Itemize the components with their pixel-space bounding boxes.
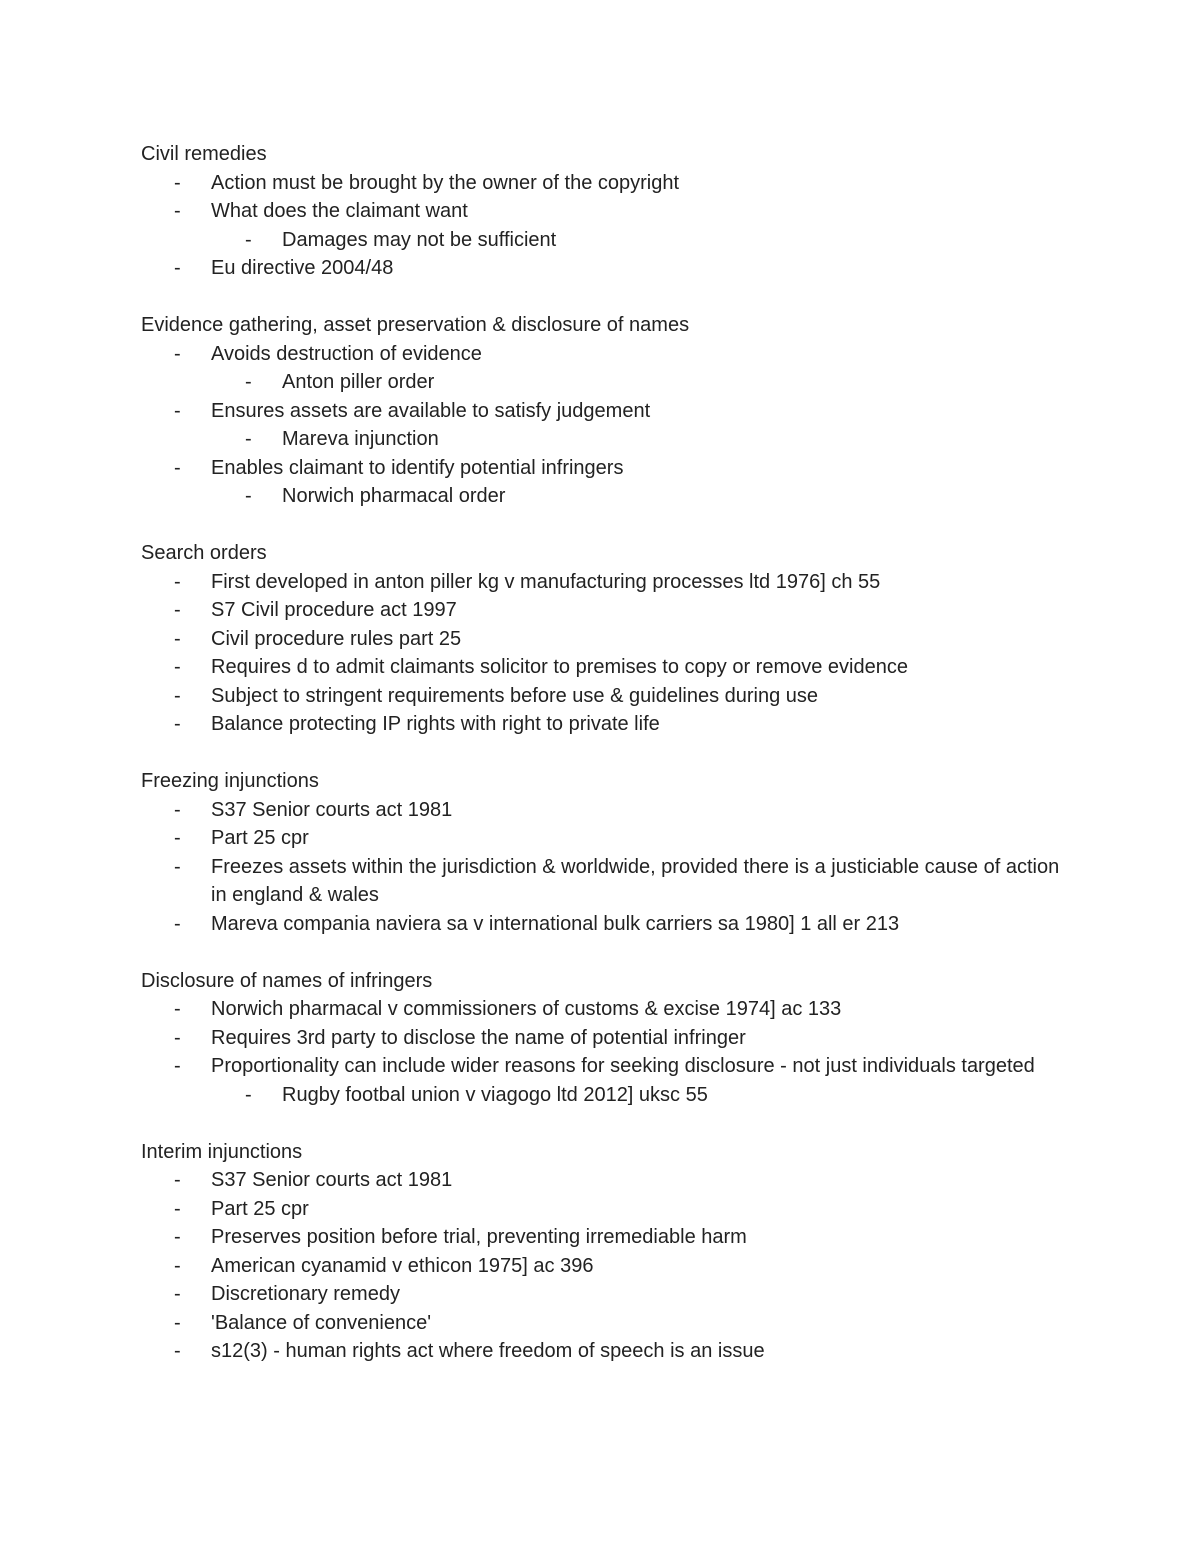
list-item — [141, 1024, 1061, 1053]
list-item — [141, 397, 1061, 426]
bullet-dash: - — [174, 1283, 181, 1305]
bullet-dash: - — [174, 1311, 181, 1334]
section-heading: Freezing injunctions — [141, 770, 319, 792]
bullet-dash: - — [174, 1197, 181, 1220]
list-item-text: Balance protecting IP rights with right to private life — [211, 713, 660, 735]
list-item-text: Civil procedure rules part 25 — [211, 627, 462, 650]
bullet-dash: - — [174, 456, 181, 479]
list-item — [141, 596, 1061, 625]
list-item-text: S37 Senior courts act 1981 — [211, 798, 453, 821]
bullet-dash: - — [174, 656, 181, 678]
list-item — [141, 254, 1061, 283]
sub-list-item — [141, 1081, 1061, 1110]
bullet-dash: - — [174, 171, 181, 194]
bullet-dash: - — [174, 798, 181, 821]
list-item — [141, 568, 1061, 597]
list-item-text: Ensures assets are available to satisfy judgement — [211, 399, 651, 422]
list-item-text: Eu directive 2004/48 — [211, 257, 394, 279]
bullet-dash: - — [174, 855, 181, 878]
bullet-dash: - — [174, 1226, 181, 1248]
bullet-dash: - — [174, 570, 181, 593]
sub-list-item — [141, 368, 1061, 397]
section-heading: Search orders — [141, 542, 267, 564]
list-item — [141, 682, 1061, 711]
list-item — [141, 796, 1061, 825]
section-heading: Disclosure of names of infringers — [141, 969, 433, 992]
bullet-dash: - — [174, 599, 181, 621]
section — [141, 967, 1061, 1110]
list-item — [141, 197, 1061, 226]
section-heading: Evidence gathering, asset preservation & disclosure of names — [141, 314, 690, 336]
sub-list-item — [141, 226, 1061, 255]
bullet-dash: - — [174, 1026, 181, 1049]
list-item — [141, 1052, 1061, 1081]
section — [141, 1138, 1061, 1366]
list-item-text: 'Balance of convenience' — [211, 1311, 432, 1334]
sub-list-item-text: Anton piller order — [282, 371, 435, 393]
list-item — [141, 1337, 1061, 1366]
sub-list-item-text: Rugby footbal union v viagogo ltd 2012] uksc 55 — [282, 1083, 708, 1106]
bullet-dash: - — [174, 713, 181, 735]
section — [141, 539, 1061, 739]
section — [141, 311, 1061, 511]
sub-list-item — [141, 425, 1061, 454]
sub-list-item-text: Mareva injunction — [282, 428, 439, 450]
list-item — [141, 169, 1061, 198]
bullet-dash: - — [174, 1340, 181, 1362]
list-item — [141, 625, 1061, 654]
list-item-text: Requires 3rd party to disclose the name of potential infringer — [211, 1026, 746, 1049]
list-item — [141, 1166, 1061, 1195]
bullet-dash: - — [174, 1169, 181, 1191]
list-item-text: Subject to stringent requirements before use & guidelines during use — [211, 684, 819, 707]
document-page — [141, 140, 1061, 1394]
list-item-text: Freezes assets within the jurisdiction & worldwide, provided there is a justiciable cause of action in england & wales — [211, 855, 1060, 906]
bullet-dash: - — [174, 684, 181, 707]
sub-list-item-text: Norwich pharmacal order — [282, 485, 506, 507]
list-item-text: Preserves position before trial, preventing irremediable harm — [211, 1226, 747, 1248]
list-item — [141, 1195, 1061, 1224]
bullet-dash: - — [174, 827, 181, 849]
bullet-dash: - — [174, 399, 181, 422]
bullet-dash: - — [245, 485, 252, 507]
list-item-text: American cyanamid v ethicon 1975] ac 396 — [211, 1254, 594, 1277]
list-item-text: First developed in anton piller kg v manufacturing processes ltd 1976] ch 55 — [211, 570, 881, 593]
list-item — [141, 1223, 1061, 1252]
list-item — [141, 1280, 1061, 1309]
bullet-dash: - — [245, 228, 252, 251]
section — [141, 767, 1061, 938]
section-heading: Civil remedies — [141, 143, 267, 165]
sub-list-item — [141, 482, 1061, 511]
bullet-dash: - — [174, 200, 181, 222]
list-item-text: Norwich pharmacal v commissioners of customs & excise 1974] ac 133 — [211, 998, 842, 1020]
list-item-text: Discretionary remedy — [211, 1283, 400, 1305]
bullet-dash: - — [174, 912, 181, 935]
bullet-dash: - — [174, 342, 181, 365]
bullet-dash: - — [245, 1083, 252, 1106]
list-item — [141, 340, 1061, 369]
list-item-text: Action must be brought by the owner of the copyright — [211, 171, 680, 194]
list-item — [141, 910, 1061, 939]
list-item — [141, 653, 1061, 682]
list-item-text: Part 25 cpr — [211, 827, 309, 849]
list-item — [141, 1252, 1061, 1281]
list-item-text: Part 25 cpr — [211, 1197, 309, 1220]
section — [141, 140, 1061, 283]
list-item-text: Avoids destruction of evidence — [211, 342, 482, 365]
list-item — [141, 853, 1061, 910]
bullet-dash: - — [174, 1254, 181, 1277]
bullet-dash: - — [174, 257, 181, 279]
bullet-dash: - — [174, 627, 181, 650]
list-item-text: Proportionality can include wider reasons for seeking disclosure - not just individuals targeted — [211, 1055, 1035, 1077]
list-item-text: s12(3) - human rights act where freedom of speech is an issue — [211, 1340, 765, 1362]
list-item — [141, 710, 1061, 739]
list-item-text: What does the claimant want — [211, 200, 468, 222]
bullet-dash: - — [245, 371, 252, 393]
list-item-text: Enables claimant to identify potential infringers — [211, 456, 624, 479]
section-heading: Interim injunctions — [141, 1140, 303, 1163]
bullet-dash: - — [174, 998, 181, 1020]
sub-list-item-text: Damages may not be sufficient — [282, 228, 557, 251]
list-item-text: S37 Senior courts act 1981 — [211, 1169, 453, 1191]
list-item-text: Mareva compania naviera sa v international bulk carriers sa 1980] 1 all er 213 — [211, 912, 900, 935]
list-item — [141, 1309, 1061, 1338]
list-item — [141, 995, 1061, 1024]
list-item-text: S7 Civil procedure act 1997 — [211, 599, 457, 621]
list-item — [141, 454, 1061, 483]
list-item — [141, 824, 1061, 853]
bullet-dash: - — [174, 1055, 181, 1077]
list-item-text: Requires d to admit claimants solicitor to premises to copy or remove evidence — [211, 656, 908, 678]
bullet-dash: - — [245, 428, 252, 450]
